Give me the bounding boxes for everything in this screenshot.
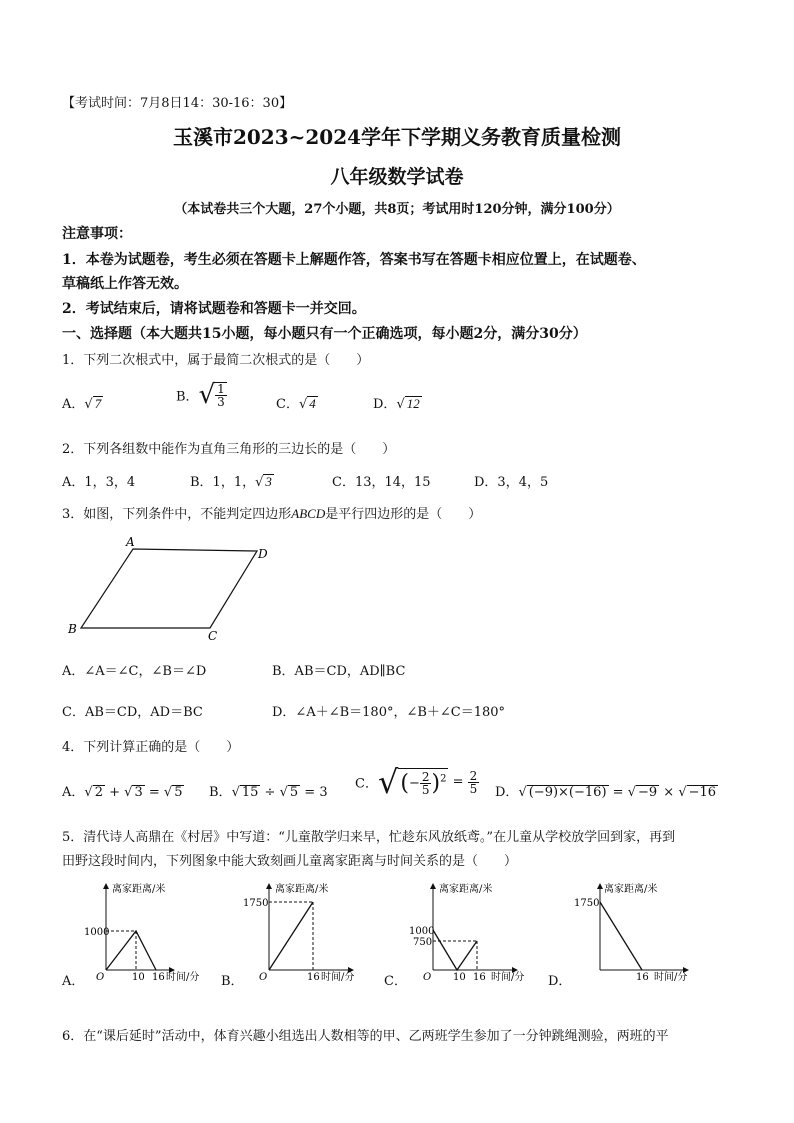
svg-text:时间/分: 时间/分	[654, 972, 688, 983]
graph-a-label: A．	[62, 974, 85, 989]
svg-text:16: 16	[473, 972, 486, 983]
q1-option-d: D．√ 12	[373, 396, 420, 412]
q2-stem: 2．下列各组数中能作为直角三角形的三边长的是（ ）	[62, 442, 396, 457]
option-label: B．	[176, 389, 199, 405]
fraction-numerator: 1	[217, 382, 225, 396]
option-label: D．	[373, 397, 397, 412]
graph-c	[407, 878, 537, 988]
option-label: A．	[62, 785, 85, 800]
q4-stem: 4．下列计算正确的是（ ）	[62, 740, 240, 755]
q4-option-a: A．√ 2 + √ 3 = √ 5	[62, 785, 183, 800]
svg-text:O: O	[259, 972, 268, 983]
option-label: B．	[209, 785, 232, 800]
exam-time: 【考试时间：7月8日14：30-16：30】	[62, 96, 293, 111]
svg-text:1000: 1000	[409, 926, 435, 937]
fraction-denominator: 3	[217, 395, 225, 409]
svg-text:时间/分: 时间/分	[166, 972, 200, 983]
q5-line-2: 田野这段时间内，下列图象中能大致刻画儿童离家距离与时间关系的是（ ）	[62, 854, 518, 869]
vertex-a: A	[126, 535, 135, 549]
svg-text:750: 750	[413, 937, 433, 948]
q3-option-a: A．∠A＝∠C，∠B＝∠D	[62, 664, 207, 679]
vertex-d: D	[258, 547, 268, 561]
notes-item-2: 2．考试结束后，请将试题卷和答题卡一并交回。	[62, 301, 366, 317]
svg-text:O: O	[423, 972, 432, 983]
q1-option-b: B．√ $\frac{1}{3}$	[176, 380, 225, 410]
option-label: D．	[495, 785, 519, 800]
graph-d-label: D．	[548, 974, 572, 989]
q4-option-d: D．√ (−9)×(−16) = √ −9 × √ −16	[495, 785, 717, 800]
graph-b-label: B．	[221, 974, 244, 989]
notes-item-1: 1．本卷为试题卷，考生必须在答题卡上解题作答，答案书写在答题卡相应位置上，在试题卷、	[62, 252, 646, 268]
q3-option-c: C．AB＝CD，AD＝BC	[62, 705, 203, 720]
graph-b	[243, 878, 373, 988]
exam-title: 玉溪市2023~2024学年下学期义务教育质量检测	[172, 125, 622, 149]
svg-text:O: O	[96, 972, 105, 983]
svg-text:离家距离/米: 离家距离/米	[439, 884, 493, 895]
option-label: C．	[276, 397, 299, 412]
radicand: 7	[94, 396, 102, 411]
exam-info: （本试卷共三个大题，27个小题，共8页；考试用时120分钟，满分100分）	[174, 202, 620, 217]
q2-option-d: D．3，4，5	[474, 475, 549, 490]
q3-stem: 3．如图，下列条件中，不能判定四边形ABCD是平行四边形的是（ ）	[62, 506, 482, 522]
graph-c-label: C．	[384, 974, 407, 989]
graph-a	[84, 878, 214, 988]
radicand: 4	[309, 396, 316, 411]
svg-text:1000: 1000	[84, 927, 110, 938]
vertex-c: C	[208, 629, 218, 643]
q1-option-a: A．√ 7	[62, 396, 102, 412]
q4-option-c: C．√(− $\frac{2}{5}$ )$^2$ = $\frac{2}{5}$	[355, 763, 478, 801]
q3-option-b: B．AB＝CD，AD∥BC	[272, 664, 406, 679]
graph-d	[570, 878, 700, 988]
graph-b-line	[269, 902, 313, 970]
q6-line-1: 6．在“课后延时”活动中，体育兴趣小组选出人数相等的甲、乙两班学生参加了一分钟跳绳测验，两班的平	[62, 1029, 669, 1044]
svg-text:16: 16	[152, 972, 165, 983]
quad-name: ABCD	[291, 506, 326, 521]
section-1-heading: 一、选择题（本大题共15小题，每小题只有一个正确选项，每小题2分，满分30分）	[62, 326, 587, 342]
option-label: A．	[62, 397, 85, 412]
option-label: C．	[355, 776, 378, 792]
q1-stem: 1．下列二次根式中，属于最简二次根式的是（ ）	[62, 353, 370, 368]
q2-option-a: A．1，3，4	[62, 475, 136, 490]
notes-heading: 注意事项：	[62, 226, 132, 242]
notes-item-1-cont: 草稿纸上作答无效。	[62, 276, 188, 292]
radicand: 12	[406, 396, 420, 411]
radicand: 3	[265, 474, 272, 489]
graph-a-line	[106, 931, 156, 970]
option-label: B．1，1，	[190, 475, 256, 490]
vertex-b: B	[68, 622, 77, 636]
q4-option-b: B．√ 15 ÷ √ 5 = 3	[209, 785, 328, 800]
svg-text:时间/分: 时间/分	[321, 972, 355, 983]
graph-d-line	[600, 902, 642, 970]
q5-line-1: 5．清代诗人高鼎在《村居》中写道：“儿童散学归来早，忙趁东风放纸鸢。”在儿童从学校放学回到家，再到	[62, 830, 676, 845]
svg-text:离家距离/米: 离家距离/米	[604, 884, 658, 895]
q3-option-d: D．∠A＋∠B＝180°，∠B＋∠C＝180°	[272, 705, 506, 720]
svg-text:离家距离/米: 离家距离/米	[275, 884, 329, 895]
svg-text:1750: 1750	[574, 898, 600, 909]
q1-option-c: C．√ 4	[276, 396, 316, 412]
q2-option-c: C．13，14，15	[332, 475, 431, 490]
graph-c-line	[433, 930, 477, 970]
q2-option-b: B．1，1，√ 3	[190, 474, 272, 490]
svg-text:离家距离/米: 离家距离/米	[112, 884, 166, 895]
svg-text:10: 10	[453, 972, 466, 983]
svg-text:时间/分: 时间/分	[491, 972, 525, 983]
svg-text:16: 16	[636, 972, 649, 983]
svg-text:10: 10	[132, 972, 145, 983]
svg-text:1750: 1750	[243, 898, 269, 909]
svg-text:16: 16	[307, 972, 320, 983]
exam-subtitle: 八年级数学试卷	[330, 166, 464, 188]
parallelogram-figure	[62, 534, 282, 644]
